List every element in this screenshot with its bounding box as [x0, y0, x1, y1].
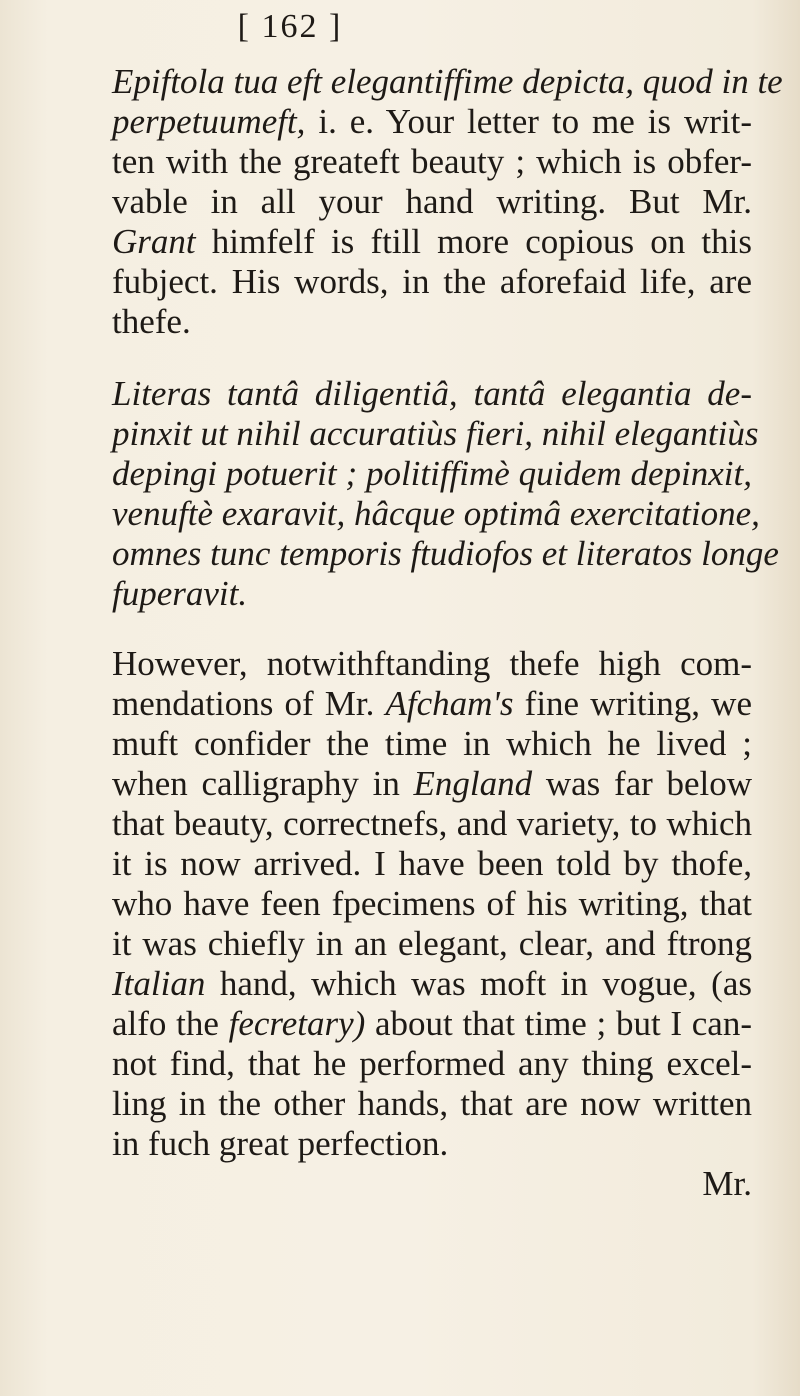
- text-run: it is now arrived. I have been told by thofe,: [112, 844, 752, 883]
- latin-quote: perpetuumeft,: [112, 102, 306, 141]
- text-run: that beauty, correctnefs, and variety, to which: [112, 804, 752, 843]
- name-ascham: Afcham's: [385, 684, 514, 723]
- text-line: omnes tunc temporis ftudiofos et literatos longe: [112, 534, 779, 573]
- text-run: alfo the: [112, 1004, 229, 1043]
- text-line: [112, 102, 752, 142]
- text-line: [112, 924, 752, 964]
- text-line: [112, 724, 752, 764]
- paragraph-gap: [112, 614, 752, 644]
- text-line: [112, 262, 752, 302]
- text-run: thefe.: [112, 302, 191, 341]
- text-run: muft confider the time in which he lived ;: [112, 724, 752, 763]
- text-line: Literas tantâ diligentiâ, tantâ elegantia de-: [112, 374, 752, 413]
- text-line: [112, 302, 752, 342]
- paragraph-gap: [112, 342, 752, 374]
- text-run: hand, which was moft in vogue, (as: [205, 964, 752, 1003]
- text-line: pinxit ut nihil accuratiùs fieri, nihil elegantiùs: [112, 414, 759, 453]
- name-secretary: fecretary): [228, 1004, 366, 1043]
- name-italian: Italian: [112, 964, 206, 1003]
- text-run: was far below: [532, 764, 753, 803]
- text-run: it was chiefly in an elegant, clear, and ftrong: [112, 924, 752, 963]
- text-line: venuftè exaravit, hâcque optimâ exercitatione,: [112, 494, 760, 533]
- text-line: [112, 804, 752, 844]
- text-line: [112, 844, 752, 884]
- paragraph-2: [112, 374, 779, 614]
- text-line: [112, 182, 752, 222]
- text-line: [112, 222, 752, 262]
- text-line: [112, 644, 752, 684]
- text-line: [112, 884, 752, 924]
- text-run: who have feen fpecimens of his writing, that: [112, 884, 752, 923]
- text-run: when calligraphy in: [112, 764, 414, 803]
- text-line: [112, 1084, 752, 1124]
- name-england: England: [413, 764, 533, 803]
- text-block: [112, 62, 783, 1204]
- paragraph-1: [112, 62, 783, 342]
- name-grant: Grant: [112, 222, 196, 261]
- text-line: [112, 684, 752, 724]
- page-number: [ 162 ]: [237, 8, 343, 45]
- text-run: ling in the other hands, that are now written: [112, 1084, 752, 1123]
- paragraph-3: [112, 644, 752, 1164]
- text-line: [112, 142, 752, 182]
- text-run: mendations of Mr.: [112, 684, 386, 723]
- text-run: fine writing, we: [513, 684, 752, 723]
- text-line: [112, 1004, 752, 1044]
- text-run: not find, that he performed any thing excel-: [112, 1044, 752, 1083]
- text-run: However, notwithftanding thefe high com-: [112, 644, 752, 683]
- text-line: [112, 1124, 752, 1164]
- text-run: fubject. His words, in the aforefaid life, are: [112, 262, 752, 301]
- text-run: about that time ; but I can-: [365, 1004, 752, 1043]
- text-line: [112, 764, 752, 804]
- text-run: in fuch great perfection.: [112, 1124, 449, 1163]
- text-run: himfelf is ftill more copious on this: [195, 222, 752, 261]
- text-line: [112, 62, 783, 102]
- latin-quote: Epiftola tua eft elegantiffime depicta, quod in te: [112, 62, 783, 101]
- text-line: [112, 1044, 752, 1084]
- text-run: i. e. Your letter to me is writ-: [305, 102, 752, 141]
- text-line: depingi potuerit ; politiffimè quidem depinxit,: [112, 454, 752, 493]
- text-run: vable in all your hand writing. But Mr.: [112, 182, 752, 221]
- catchword: Mr.: [702, 1164, 752, 1203]
- text-line: [112, 964, 752, 1004]
- text-line: fuperavit.: [112, 574, 248, 613]
- text-run: ten with the greateft beauty ; which is obfer-: [112, 142, 752, 181]
